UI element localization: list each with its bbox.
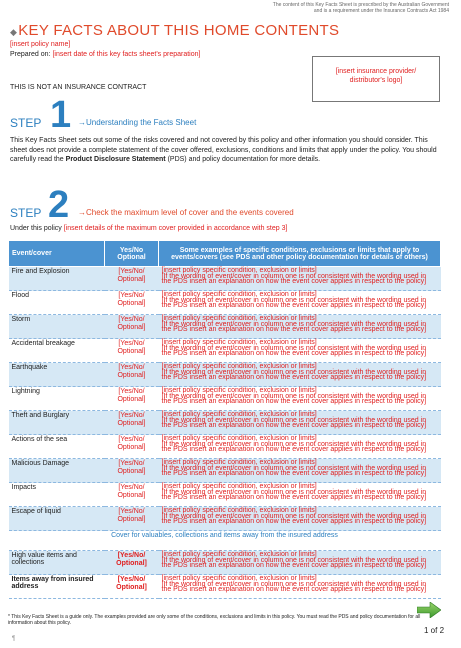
event-cell: Malicious Damage bbox=[9, 459, 105, 483]
anchor-mark-icon: ◆ bbox=[10, 27, 18, 37]
optional-cell[interactable]: [Yes/No/ Optional] bbox=[105, 363, 159, 387]
condition-cell[interactable]: [insert policy specific condition, exclusion or limits] [If the wording of event/cover in column one is not consistent with the wording used in the PDS insert an explanation on how the event cover applies in respect to the policy] bbox=[159, 363, 441, 387]
event-cell: Items away from insured address bbox=[9, 575, 105, 599]
step1-paragraph: This Key Facts Sheet sets out some of the risks covered and not covered by this policy and other information you should consider. This sheet does not provide a complete statement of the cover offered, exclusions, conditions and limits that apply under the policy. You should carefully read the Product Disclosure Statement (PDS) and policy documentation for more details. bbox=[10, 137, 437, 163]
paragraph-mark-icon: ¶ bbox=[12, 636, 16, 642]
table-row bbox=[9, 435, 441, 459]
table-row bbox=[9, 267, 441, 291]
condition-cell[interactable]: [insert policy specific condition, exclusion or limits] [If the wording of event/cover in column one is not consistent with the wording used in the PDS insert an explanation on how the event cover applies in respect to the policy] bbox=[159, 483, 441, 507]
page-number: 1 of 2 bbox=[424, 626, 445, 635]
optional-cell[interactable]: [Yes/No/ Optional] bbox=[105, 435, 159, 459]
table-row bbox=[9, 363, 441, 387]
table-row bbox=[9, 483, 441, 507]
optional-cell[interactable]: [Yes/No/ Optional] bbox=[105, 459, 159, 483]
condition-cell[interactable]: [insert policy specific condition, exclusion or limits] [If the wording of event/cover in column one is not consistent with the wording used in the PDS insert an explanation on how the event cover applies in respect to the policy] bbox=[159, 459, 441, 483]
page-title bbox=[10, 22, 339, 39]
condition-cell[interactable]: [insert policy specific condition, exclusion or limits] [If the wording of event/cover in column one is not consistent with the wording used in the PDS insert an explanation on how the event cover applies in respect to the policy] bbox=[159, 387, 441, 411]
optional-cell[interactable]: [Yes/No/ Optional] bbox=[105, 339, 159, 363]
event-cell: Lightning bbox=[9, 387, 105, 411]
event-cell: Fire and Explosion bbox=[9, 267, 105, 291]
event-cell: Impacts bbox=[9, 483, 105, 507]
prescribed-note-line2: and is a requirement under the Insurance Contracts Act 1984 bbox=[313, 8, 449, 14]
step1-number: 1 bbox=[50, 94, 72, 136]
optional-cell[interactable]: [Yes/No/ Optional] bbox=[105, 387, 159, 411]
next-page-arrow-icon[interactable] bbox=[417, 602, 441, 618]
optional-cell[interactable]: [Yes/No/ Optional] bbox=[105, 291, 159, 315]
cover-section-row bbox=[9, 531, 441, 551]
condition-cell[interactable]: [insert policy specific condition, exclusion or limits] [If the wording of event/cover in column one is not consistent with the wording used in the PDS insert an explanation on how the event cover applies in respect to the policy] bbox=[159, 575, 441, 599]
optional-cell[interactable]: [Yes/No/ Optional] bbox=[105, 267, 159, 291]
optional-cell[interactable]: [Yes/No/ Optional] bbox=[105, 507, 159, 531]
table-row bbox=[9, 291, 441, 315]
not-insurance-contract-notice: THIS IS NOT AN INSURANCE CONTRACT bbox=[10, 84, 147, 91]
condition-cell[interactable]: [insert policy specific condition, exclusion or limits] [If the wording of event/cover in column one is not consistent with the wording used in the PDS insert an explanation on how the event cover applies in respect to the policy] bbox=[159, 267, 441, 291]
table-row bbox=[9, 459, 441, 483]
event-cell: Accidental breakage bbox=[9, 339, 105, 363]
optional-cell[interactable]: [Yes/No/ Optional] bbox=[105, 551, 159, 575]
optional-cell[interactable]: [Yes/No/ Optional] bbox=[105, 483, 159, 507]
table-row bbox=[9, 551, 441, 575]
table-row bbox=[9, 387, 441, 411]
condition-cell[interactable]: [insert policy specific condition, exclusion or limits] [If the wording of event/cover in column one is not consistent with the wording used in the PDS insert an explanation on how the event cover applies in respect to the policy] bbox=[159, 507, 441, 531]
event-cell: Flood bbox=[9, 291, 105, 315]
footnote: * This Key Facts Sheet is a guide only. The examples provided are only some of the conditions, exclusions and limits in this policy. You must read the PDS and policy documentation for all information about this policy. bbox=[8, 614, 421, 626]
events-cover-table bbox=[8, 240, 441, 599]
maximum-cover-placeholder[interactable]: [insert details of the maximum cover provided in accordance with step 3] bbox=[63, 225, 288, 232]
step2-title: →Check the maximum level of cover and the events covered bbox=[78, 208, 294, 217]
condition-cell[interactable]: [insert policy specific condition, exclusion or limits] [If the wording of event/cover in column one is not consistent with the wording used in the PDS insert an explanation on how the event cover applies in respect to the policy] bbox=[159, 315, 441, 339]
optional-cell[interactable]: [Yes/No/ Optional] bbox=[105, 315, 159, 339]
table-row bbox=[9, 315, 441, 339]
provider-logo-placeholder[interactable] bbox=[312, 56, 440, 102]
optional-cell[interactable]: [Yes/No/ Optional] bbox=[105, 575, 159, 599]
header-event-cover: Event/cover bbox=[9, 241, 105, 267]
event-cell: Theft and Burglary bbox=[9, 411, 105, 435]
prepared-on-placeholder[interactable]: [insert date of this key facts sheet's preparation] bbox=[52, 51, 201, 58]
pds-bold-text: Product Disclosure Statement bbox=[65, 156, 166, 163]
maximum-cover-line bbox=[10, 225, 287, 232]
condition-cell[interactable]: [insert policy specific condition, exclusion or limits] [If the wording of event/cover in column one is not consistent with the wording used in the PDS insert an explanation on how the event cover applies in respect to the policy] bbox=[159, 411, 441, 435]
cover-section-heading: Cover for valuables, collections and items away from the insured address bbox=[9, 531, 441, 551]
condition-cell[interactable]: [insert policy specific condition, exclusion or limits] [If the wording of event/cover in column one is not consistent with the wording used in the PDS insert an explanation on how the event cover applies in respect to the policy] bbox=[159, 435, 441, 459]
step2-word: STEP bbox=[10, 206, 42, 220]
condition-cell[interactable]: [insert policy specific condition, exclusion or limits] [If the wording of event/cover in column one is not consistent with the wording used in the PDS insert an explanation on how the event cover applies in respect to the policy] bbox=[159, 291, 441, 315]
table-row bbox=[9, 339, 441, 363]
event-cell: High value items and collections bbox=[9, 551, 105, 575]
step1-word: STEP bbox=[10, 116, 42, 130]
prescribed-note-line1: The content of this Key Facts Sheet is prescribed by the Australian Government bbox=[272, 2, 449, 8]
page-title-text: KEY FACTS ABOUT THIS HOME CONTENTS bbox=[18, 22, 340, 39]
table-row bbox=[9, 411, 441, 435]
event-cell: Actions of the sea bbox=[9, 435, 105, 459]
table-header-row bbox=[9, 241, 441, 267]
event-cell: Escape of liquid bbox=[9, 507, 105, 531]
prepared-on-line bbox=[10, 51, 200, 58]
event-cell: Storm bbox=[9, 315, 105, 339]
policy-name-placeholder[interactable]: [insert policy name] bbox=[10, 41, 71, 48]
logo-placeholder-line1: [insert insurance provider/ bbox=[335, 68, 417, 75]
prepared-on-label: Prepared on: bbox=[10, 51, 51, 58]
table-row bbox=[9, 507, 441, 531]
table-row bbox=[9, 575, 441, 599]
condition-cell[interactable]: [insert policy specific condition, exclusion or limits] [If the wording of event/cover in column one is not consistent with the wording used in the PDS insert an explanation on how the event cover applies in respect to the policy] bbox=[159, 339, 441, 363]
optional-cell[interactable]: [Yes/No/ Optional] bbox=[105, 411, 159, 435]
under-policy-label: Under this policy bbox=[10, 225, 62, 232]
logo-placeholder-line2: distributor's logo] bbox=[349, 77, 403, 84]
header-yes-no-optional: Yes/No Optional bbox=[105, 241, 159, 267]
step1-title: →Understanding the Facts Sheet bbox=[78, 118, 197, 127]
step2-number: 2 bbox=[48, 184, 70, 226]
event-cell: Earthquake bbox=[9, 363, 105, 387]
prescribed-note bbox=[189, 2, 449, 14]
condition-cell[interactable]: [insert policy specific condition, exclusion or limits] [If the wording of event/cover in column one is not consistent with the wording used in the PDS insert an explanation on how the event cover applies in respect to the policy] bbox=[159, 551, 441, 575]
header-examples: Some examples of specific conditions, exclusions or limits that apply to events/covers (see PDS and other policy documentation for details of others) bbox=[159, 241, 441, 267]
